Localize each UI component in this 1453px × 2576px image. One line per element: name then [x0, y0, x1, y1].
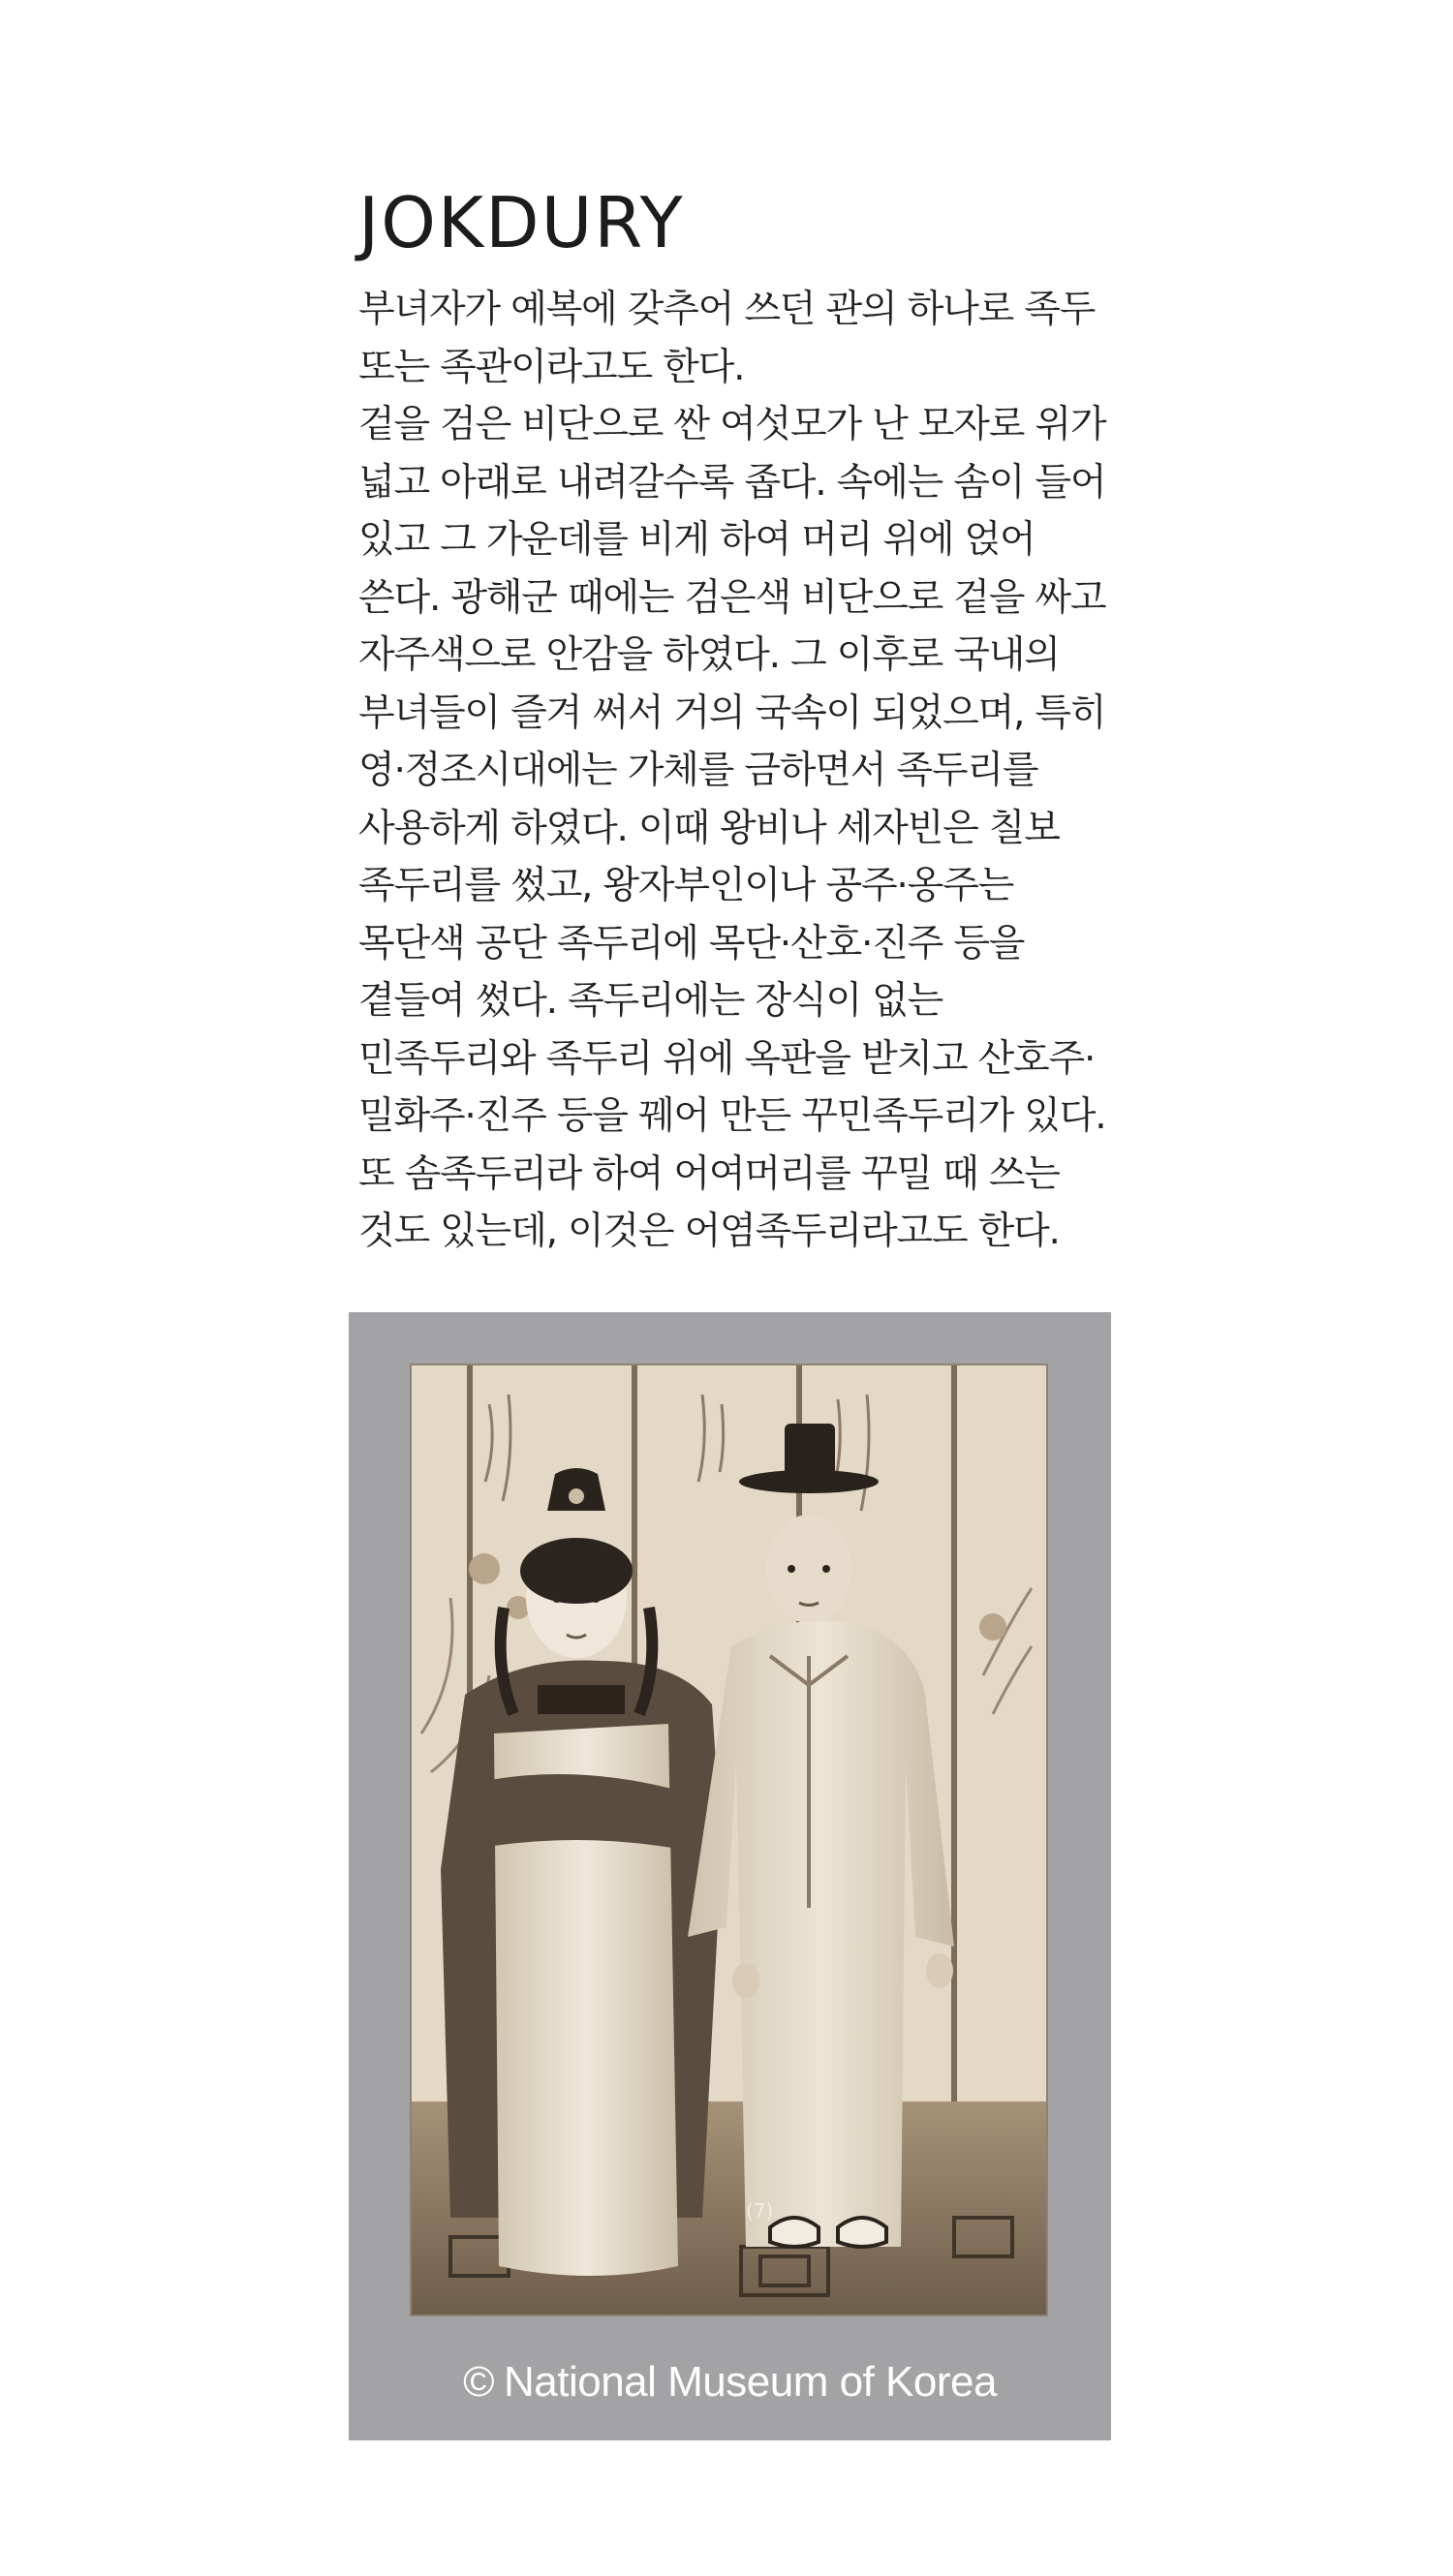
- body-line: 밀화주·진주 등을 꿰어 만든 꾸민족두리가 있다.: [358, 1094, 1106, 1138]
- body-line: 목단색 공단 족두리에 목단·산호·진주 등을: [358, 921, 1025, 966]
- gat-hat-crown: [785, 1424, 835, 1482]
- body-line: 곁들여 썼다. 족두리에는 장식이 없는: [358, 979, 943, 1023]
- body-line: 있고 그 가운데를 비게 하여 머리 위에 얹어: [358, 518, 1036, 562]
- wedding-photo: [412, 1365, 1046, 2315]
- body-line: 쓴다. 광해군 때에는 검은색 비단으로 겉을 싸고: [358, 575, 1106, 620]
- body-line: 자주색으로 안감을 하였다. 그 이후로 국내의: [358, 633, 1060, 677]
- photo-panel: [349, 1312, 1111, 2440]
- body-line: 사용하게 하였다. 이때 왕비나 세자빈은 칠보: [358, 806, 1060, 850]
- photo-credit: [349, 2358, 1111, 2407]
- body-line: 또는 족관이라고도 한다.: [358, 345, 745, 389]
- body-line: 또 솜족두리라 하여 어여머리를 꾸밀 때 쓰는: [358, 1151, 1060, 1196]
- credit-text: National Museum of Korea: [503, 2358, 997, 2406]
- body-line: 부녀들이 즐겨 써서 거의 국속이 되었으며, 특히: [358, 690, 1106, 735]
- body-line: 족두리를 썼고, 왕자부인이나 공주·옹주는: [358, 864, 1014, 907]
- photo-mark: (7): [746, 2199, 774, 2223]
- article: [358, 184, 1114, 1261]
- body-line: 겉을 검은 비단으로 싼 여섯모가 난 모자로 위가: [358, 403, 1106, 446]
- body-line: 것도 있는데, 이것은 어염족두리라고도 한다.: [358, 1210, 1060, 1253]
- body-line: 부녀자가 예복에 갖추어 쓰던 관의 하나로 족두: [358, 288, 1096, 331]
- article-body: [358, 281, 1114, 1261]
- copyright-icon: ©: [463, 2358, 494, 2406]
- body-line: 넓고 아래로 내려갈수록 좁다. 속에는 솜이 들어: [358, 460, 1106, 505]
- article-title: JOKDURY: [358, 182, 685, 263]
- wedding-photo-illustration: [412, 1365, 1046, 2315]
- body-line: 민족두리와 족두리 위에 옥판을 받치고 산호주·: [358, 1036, 1096, 1081]
- body-line: 영·정조시대에는 가체를 금하면서 족두리를: [358, 749, 1038, 792]
